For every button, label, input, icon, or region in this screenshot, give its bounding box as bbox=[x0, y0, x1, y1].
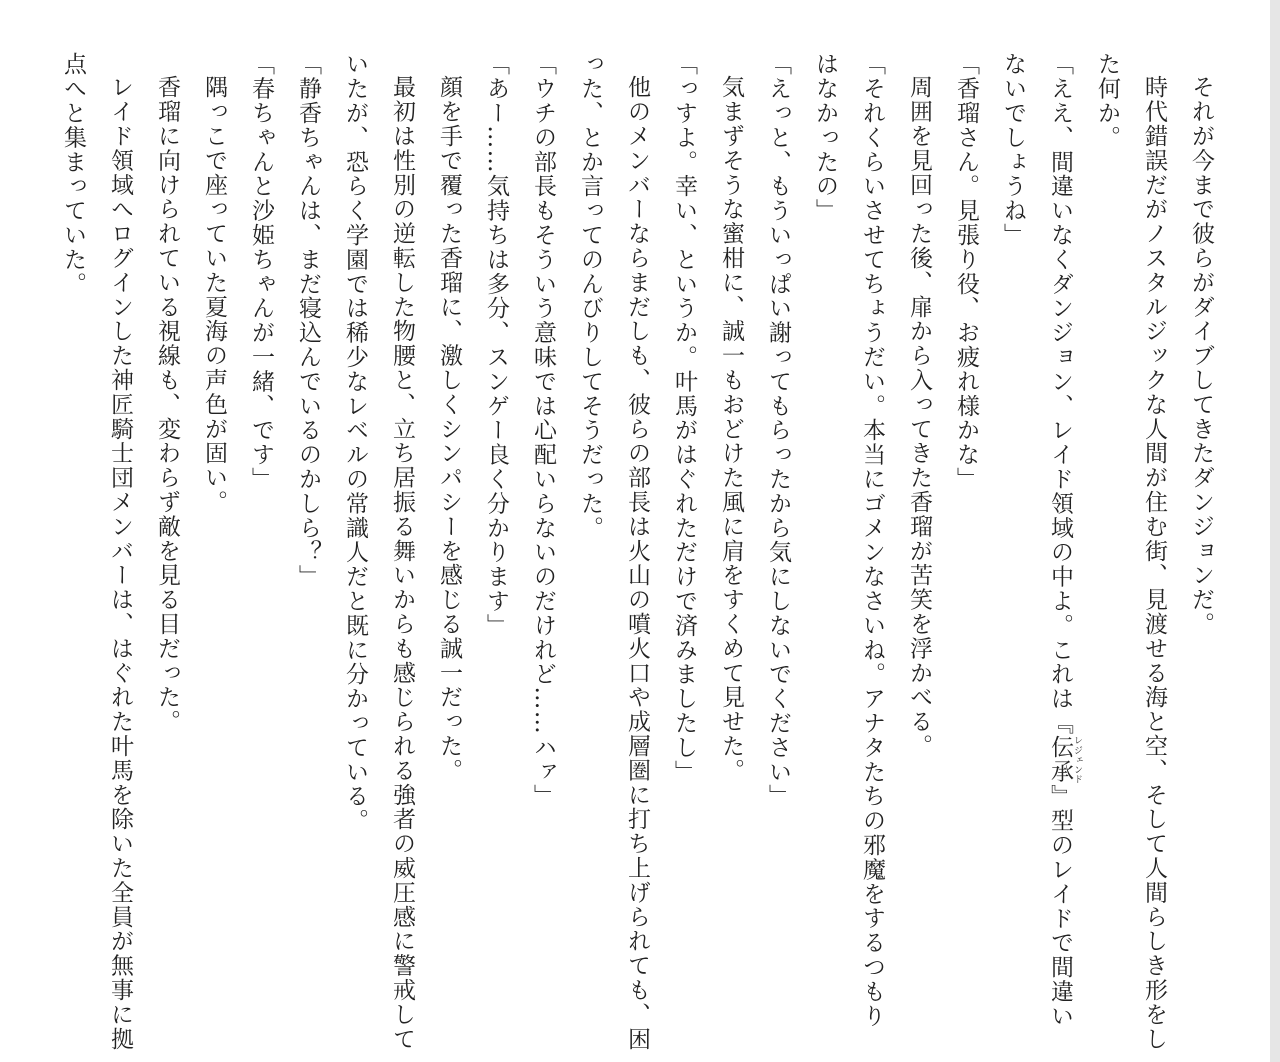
paragraph: 「それくらいさせてちょうだい。本当にゴメンなさいね。アナタたちの邪魔をするつもりはなかったの」 bbox=[812, 52, 885, 1028]
page-edge bbox=[1270, 0, 1280, 1062]
paragraph: 「っすよ。幸い、というか。叶馬がはぐれただけで済みましたし」 bbox=[671, 52, 697, 784]
paragraph: 周囲を見回った後、扉から入ってきた香瑠が苦笑を浮かべる。 bbox=[906, 75, 932, 759]
paragraph-text: 「ええ、間違いなくダンジョン、レイド領域の中よ。これは bbox=[1047, 52, 1073, 711]
paragraph: 「あー……気持ちは多分、スンゲー良く分かります」 bbox=[483, 52, 509, 638]
paragraph: 顔を手で覆った香瑠に、激しくシンパシーを感じる誠一だった。 bbox=[436, 75, 462, 783]
ruby-reading: レジェンド bbox=[1072, 735, 1082, 785]
paragraph: 「春ちゃんと沙姫ちゃんが一緒、です」 bbox=[248, 52, 274, 492]
paragraph: 「えっと、もういっぱい謝ってもらったから気にしないでください」 bbox=[765, 52, 791, 809]
paragraph: 「静香ちゃんは、まだ寝込んでいるのかしら？」 bbox=[295, 52, 321, 589]
ruby-base: 伝承 bbox=[1047, 735, 1073, 785]
paragraph bbox=[989, 52, 1083, 1052]
paragraph: 他のメンバーならまだしも、彼らの部長は火山の噴火口や成層圏に打ち上げられても、困った、とか言ってのんびりしてそうだった。 bbox=[577, 52, 650, 1051]
paragraph: 最初は性別の逆転した物腰と、立ち居振る舞いからも感じられる強者の威圧感に警戒していたが、恐らく学園では稀少なレベルの常識人だと既に分かっている。 bbox=[342, 52, 415, 1051]
paragraph: 「ウチの部長もそういう意味では心配いらないのだけれど……ハァ」 bbox=[530, 52, 556, 809]
vertical-text-body bbox=[49, 52, 1224, 1052]
ruby-word bbox=[1047, 735, 1082, 785]
paragraph: レイド領域へログインした神匠騎士団メンバーは、はぐれた叶馬を除いた全員が無事に拠点へと集まっていた。 bbox=[60, 52, 133, 1051]
bracket-open: 『 bbox=[1047, 710, 1073, 736]
paragraph: 気まずそうな蜜柑に、誠一もおどけた風に肩をすくめて見せた。 bbox=[718, 75, 744, 783]
paragraph: 隅っこで座っていた夏海の声色が固い。 bbox=[201, 75, 227, 515]
paragraph: 時代錯誤だがノスタルジックな人間が住む街、見渡せる海と空、そして人間らしき形をした何か。 bbox=[1094, 52, 1167, 1051]
paragraph: 香瑠に向けられている視線も、変わらず敵を見る目だった。 bbox=[154, 75, 180, 734]
paragraph-text-continued: 』型のレイドで間違いないでしょうね」 bbox=[1000, 52, 1073, 1029]
paragraph: 「香瑠さん。見張り役、お疲れ様かな」 bbox=[953, 52, 979, 492]
paragraph: それが今まで彼らがダイブしてきたダンジョンだ。 bbox=[1188, 75, 1214, 637]
